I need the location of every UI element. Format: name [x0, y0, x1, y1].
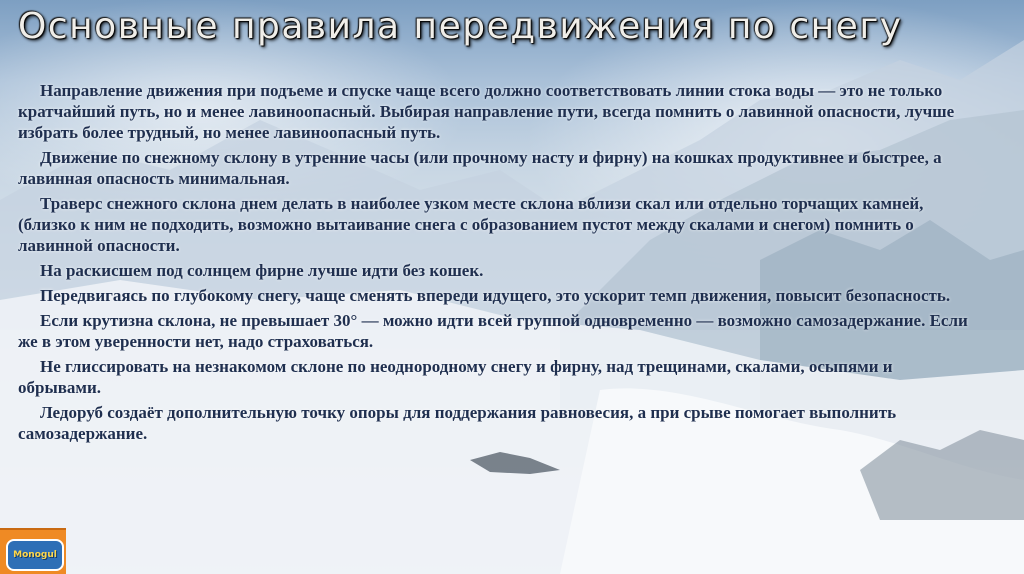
rule-paragraph: Не глиссировать на незнакомом склоне по неоднородному снегу и фирну, над трещинами, скалами, осыпями и обрывами. — [18, 357, 893, 397]
rule-paragraph: Передвигаясь по глубокому снегу, чаще сменять впереди идущего, это ускорит темп движения, повысит безопасность. — [40, 286, 951, 305]
rules-list — [18, 80, 978, 448]
rule-paragraph: Если крутизна склона, не превышает 30° — можно идти всей группой одновременно — возможно самозадержание. Если же в этом уверенности нет, надо страховаться. — [18, 311, 968, 351]
rule-paragraph: Направление движения при подъеме и спуске чаще всего должно соответствовать линии стока воды — это не только кратчайший путь, но и менее лавиноопасный. Выбирая направление пути, всегда помнить о лавинной опасности, лучше избрать более трудный, но менее лавиноопасный путь. — [18, 81, 955, 142]
rule-paragraph: На раскисшем под солнцем фирне лучше идти без кошек. — [40, 261, 484, 280]
rule-paragraph: Траверс снежного склона днем делать в наиболее узком месте склона вблизи скал или отдельно торчащих камней, (близко к ним не подходить, возможно вытаивание снега с образованием пустот между скалами и снегом) помнить о лавинной опасности. — [18, 194, 924, 255]
slide-title: Основные правила передвижения по снегу — [18, 6, 903, 47]
rule-paragraph: Движение по снежному склону в утренние часы (или прочному насту и фирну) на кошках продуктивнее и быстрее, а лавинная опасность минимальная. — [18, 148, 942, 188]
rule-paragraph: Ледоруб создаёт дополнительную точку опоры для поддержания равновесия, а при срыве помогает выполнить самозадержание. — [18, 403, 897, 443]
logo-badge: Monogul — [6, 539, 64, 571]
site-logo[interactable] — [0, 528, 66, 574]
